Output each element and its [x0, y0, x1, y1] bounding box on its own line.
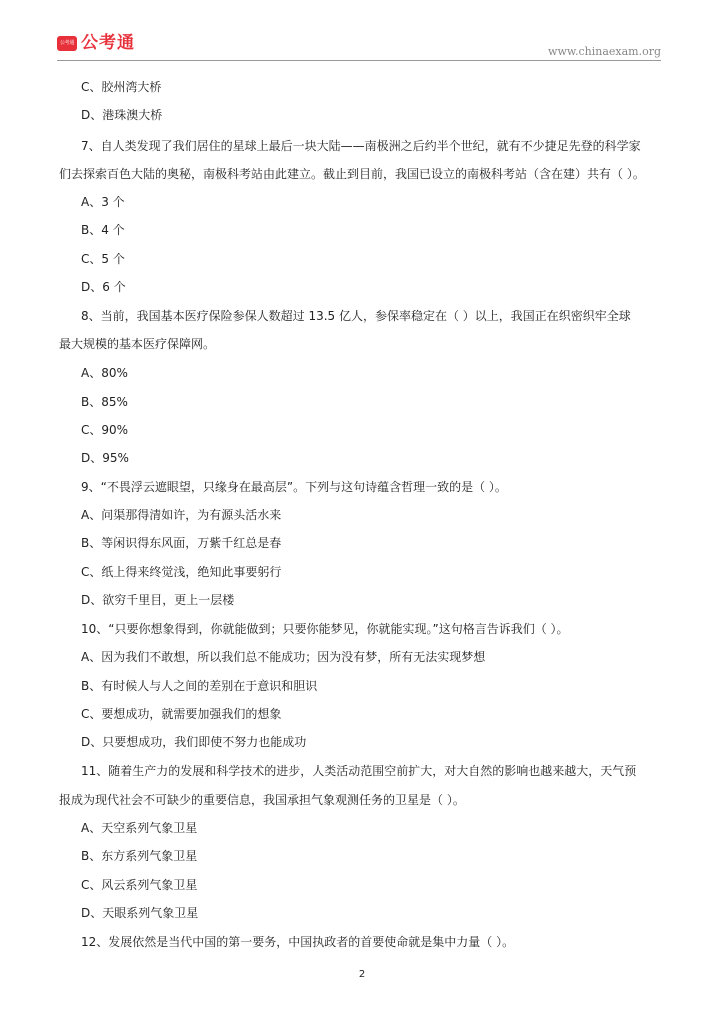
option-line: C、纸上得来终觉浅，绝知此事要躬行	[81, 565, 282, 579]
header-divider	[57, 60, 661, 61]
option-line: C、胶州湾大桥	[81, 80, 162, 94]
site-url: www.chinaexam.org	[548, 45, 661, 58]
option-line: B、85%	[81, 395, 128, 409]
option-line: C、要想成功，就需要加强我们的想象	[81, 707, 282, 721]
brand-logo	[57, 35, 135, 52]
question-8-line-2: 最大规模的基本医疗保障网。	[59, 337, 216, 351]
option-line: B、东方系列气象卫星	[81, 849, 198, 863]
option-line: A、天空系列气象卫星	[81, 821, 198, 835]
option-line: A、80%	[81, 366, 128, 380]
option-line: D、只要想成功，我们即使不努力也能成功	[81, 735, 307, 749]
question-12-line-1: 12、发展依然是当代中国的第一要务，中国执政者的首要使命就是集中力量（ ）。	[81, 935, 515, 949]
option-line: A、因为我们不敢想，所以我们总不能成功；因为没有梦，所有无法实现梦想	[81, 650, 486, 664]
question-7-line-1: 7、自人类发现了我们居住的星球上最后一块大陆——南极洲之后约半个世纪，就有不少捷足先登的科学家	[81, 139, 641, 153]
option-line: D、95%	[81, 451, 129, 465]
question-9-line-1: 9、“不畏浮云遮眼望，只缘身在最高层”。下列与这句诗蕴含哲理一致的是（ ）。	[81, 480, 507, 494]
option-line: B、等闲识得东风面，万紫千红总是春	[81, 536, 282, 550]
option-line: D、天眼系列气象卫星	[81, 906, 199, 920]
option-line: C、风云系列气象卫星	[81, 878, 198, 892]
logo-mark-icon: 公考通	[57, 36, 77, 51]
question-11-line-1: 11、随着生产力的发展和科学技术的进步，人类活动范围空前扩大，对大自然的影响也越来越大，天气预	[81, 764, 637, 778]
question-8-line-1: 8、当前，我国基本医疗保险参保人数超过 13.5 亿人，参保率稳定在（ ）以上，我国正在织密织牢全球	[81, 309, 631, 323]
option-line: B、4 个	[81, 223, 125, 237]
logo-text: 公考通	[81, 33, 135, 53]
option-line: C、90%	[81, 423, 129, 437]
page-header	[0, 0, 724, 62]
page-number: 2	[358, 969, 366, 980]
question-11-line-2: 报成为现代社会不可缺少的重要信息，我国承担气象观测任务的卫星是（ ）。	[59, 793, 465, 807]
option-line: D、港珠澳大桥	[81, 108, 163, 122]
option-line: C、5 个	[81, 252, 125, 266]
option-line: A、3 个	[81, 195, 125, 209]
option-line: B、有时候人与人之间的差别在于意识和胆识	[81, 679, 318, 693]
question-10-line-1: 10、“只要你想象得到，你就能做到；只要你能梦见，你就能实现。”这句格言告诉我们（ ）。	[81, 622, 569, 636]
option-line: A、问渠那得清如许，为有源头活水来	[81, 508, 282, 522]
option-line: D、6 个	[81, 280, 126, 294]
option-line: D、欲穷千里目，更上一层楼	[81, 593, 235, 607]
question-7-line-2: 们去探索百色大陆的奥秘，南极科考站由此建立。截止到目前，我国已设立的南极科考站（含在建）共有（ ）。	[59, 167, 645, 181]
